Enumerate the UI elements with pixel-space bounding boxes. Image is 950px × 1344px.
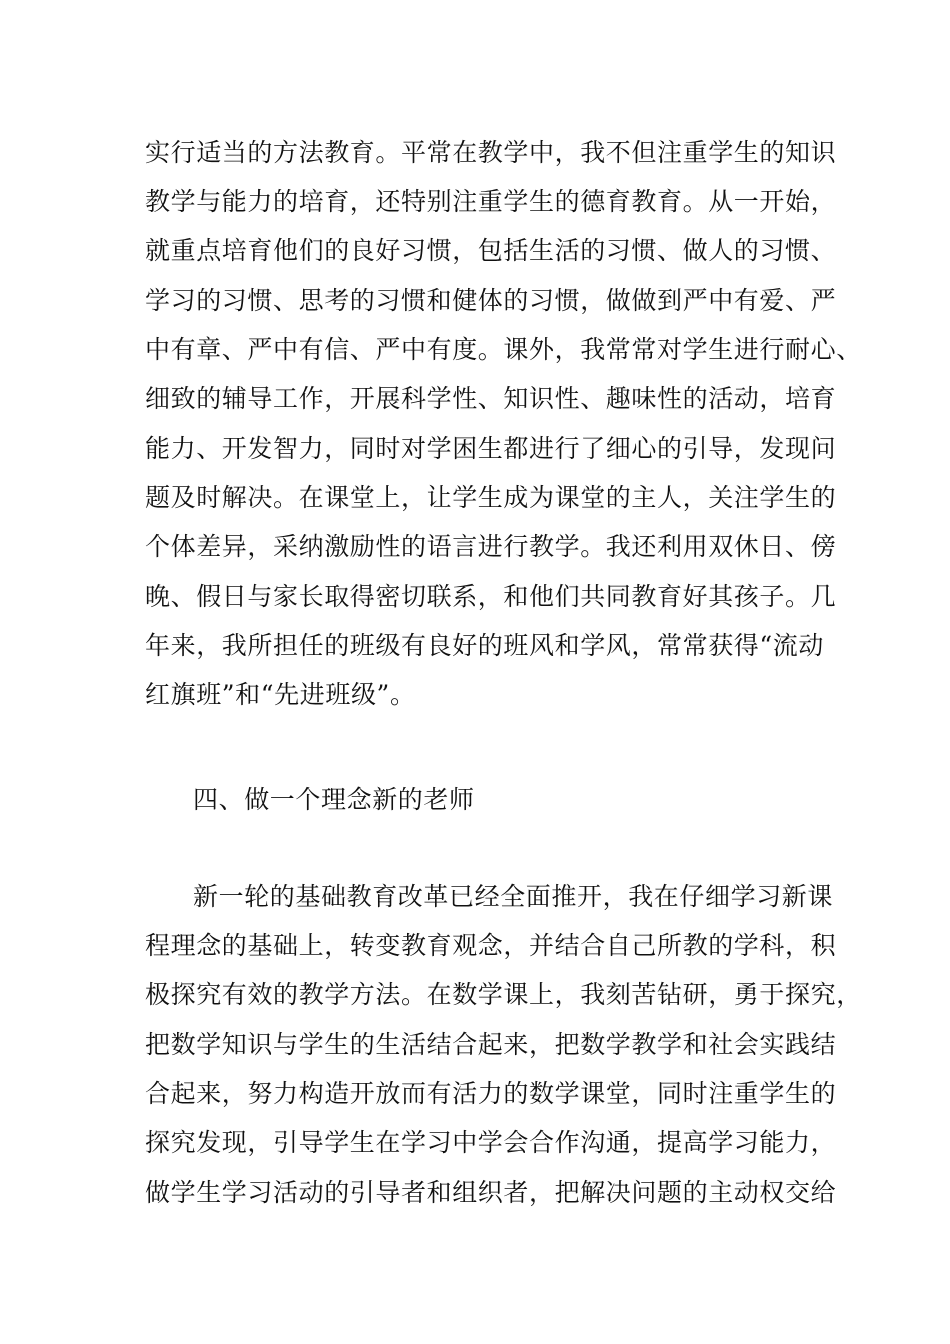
paragraph-2-line-2: 程理念的基础上，转变教育观念，并结合自己所教的学科，积	[145, 931, 837, 960]
paragraph-1-line-1: 实行适当的方法教育。平常在教学中，我不但注重学生的知识	[145, 138, 837, 167]
paragraph-2-line-7: 做学生学习活动的引导者和组织者，把解决问题的主动权交给	[145, 1178, 837, 1207]
paragraph-1-line-11: 年来，我所担任的班级有良好的班风和学风，常常获得“流动	[145, 631, 824, 660]
paragraph-2-line-6: 探究发现，引导学生在学习中学会合作沟通，提高学习能力，	[145, 1128, 837, 1157]
paragraph-2-line-5: 合起来，努力构造开放而有活力的数学课堂，同时注重学生的	[145, 1079, 837, 1108]
paragraph-1-line-5: 中有章、严中有信、严中有度。课外，我常常对学生进行耐心、	[145, 335, 862, 364]
paragraph-2-line-4: 把数学知识与学生的生活结合起来，把数学教学和社会实践结	[145, 1030, 837, 1059]
paragraph-1-line-4: 学习的习惯、思考的习惯和健体的习惯，做做到严中有爱、严	[145, 286, 837, 315]
paragraph-1-line-8: 题及时解决。在课堂上，让学生成为课堂的主人，关注学生的	[145, 483, 837, 512]
paragraph-1-line-12: 红旗班”和“先进班级”。	[145, 680, 416, 709]
paragraph-1-line-10: 晚、假日与家长取得密切联系，和他们共同教育好其孩子。几	[145, 582, 837, 611]
paragraph-1-line-9: 个体差异，采纳激励性的语言进行教学。我还利用双休日、傍	[145, 532, 837, 561]
paragraph-1-line-6: 细致的辅导工作，开展科学性、知识性、趣味性的活动，培育	[145, 384, 837, 413]
paragraph-1-line-2: 教学与能力的培育，还特别注重学生的德育教育。从一开始，	[145, 187, 837, 216]
paragraph-2-line-1: 新一轮的基础教育改革已经全面推开，我在仔细学习新课	[193, 882, 834, 911]
section-heading: 四、做一个理念新的老师	[193, 785, 475, 814]
paragraph-1-line-3: 就重点培育他们的良好习惯，包括生活的习惯、做人的习惯、	[145, 236, 837, 265]
paragraph-1-line-7: 能力、开发智力，同时对学困生都进行了细心的引导，发现问	[145, 434, 837, 463]
paragraph-2-line-3: 极探究有效的教学方法。在数学课上，我刻苦钻研，勇于探究，	[145, 980, 862, 1009]
